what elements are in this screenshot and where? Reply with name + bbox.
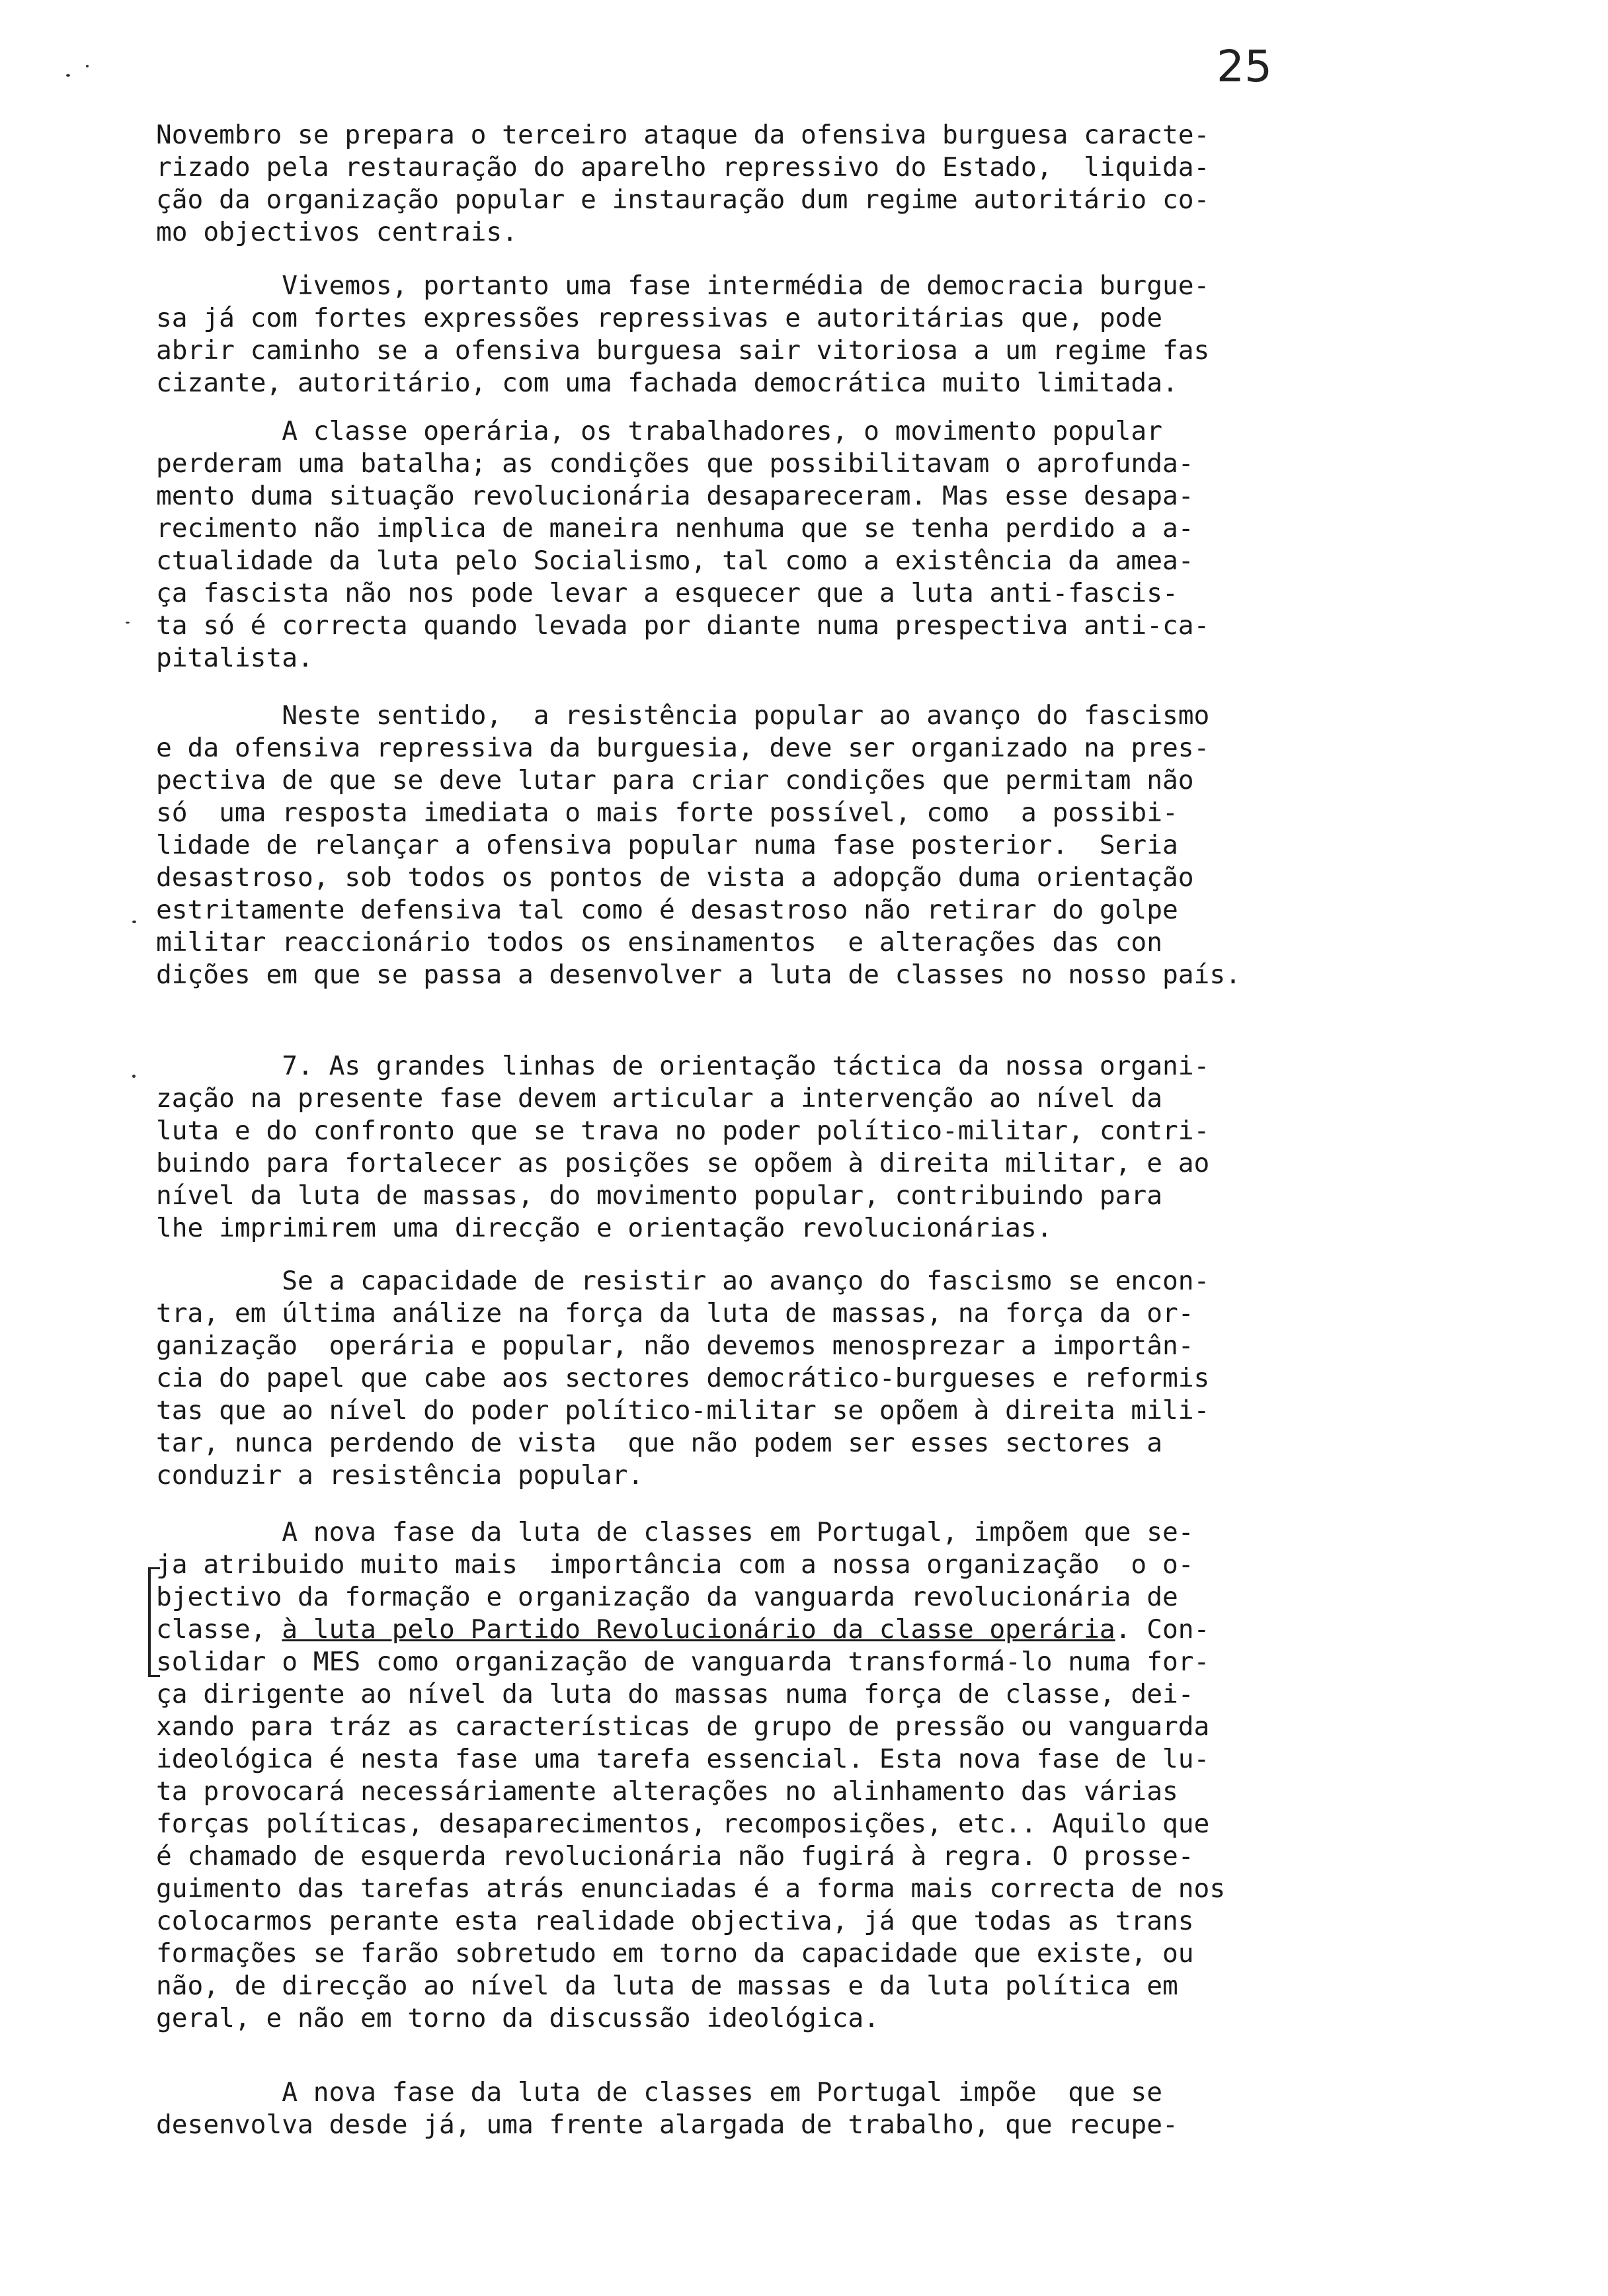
text-line: mo objectivos centrais. bbox=[156, 217, 518, 247]
text-line: sa já com fortes expressões repressivas e autoritárias que, pode bbox=[156, 303, 1162, 333]
text-line: solidar o MES como organização de vanguarda transformá-lo numa for- bbox=[156, 1647, 1210, 1677]
text-line: desastroso, sob todos os pontos de vista a adopção duma orientação bbox=[156, 862, 1194, 893]
text-line: bjectivo da formação e organização da vanguarda revolucionária de bbox=[156, 1582, 1178, 1612]
text-line: Vivemos, portanto uma fase intermédia de democracia burgue- bbox=[156, 270, 1210, 301]
text-line: não, de direcção ao nível da luta de massas e da luta política em bbox=[156, 1971, 1178, 2001]
text-line: tas que ao nível do poder político-militar se opõem à direita mili- bbox=[156, 1395, 1210, 1426]
text-line: e da ofensiva repressiva da burguesia, deve ser organizado na pres- bbox=[156, 733, 1210, 763]
paragraph bbox=[156, 119, 1538, 249]
text-line: zação na presente fase devem articular a intervenção ao nível da bbox=[156, 1083, 1162, 1114]
text-line: tar, nunca perdendo de vista que não podem ser esses sectores a bbox=[156, 1428, 1162, 1458]
text-line: colocarmos perante esta realidade objectiva, já que todas as trans bbox=[156, 1906, 1194, 1936]
scan-speck bbox=[126, 622, 130, 624]
text-line: ideológica é nesta fase uma tarefa essencial. Esta nova fase de lu- bbox=[156, 1744, 1210, 1774]
text-line: recimento não implica de maneira nenhuma que se tenha perdido a a- bbox=[156, 513, 1194, 544]
text-line: conduzir a resistência popular. bbox=[156, 1460, 644, 1491]
text-line: desenvolva desde já, uma frente alargada de trabalho, que recupe- bbox=[156, 2110, 1178, 2140]
text-line: ça fascista não nos pode levar a esquecer que a luta anti-fascis- bbox=[156, 578, 1178, 608]
text-line: guimento das tarefas atrás enunciadas é a forma mais correcta de nos bbox=[156, 1873, 1226, 1904]
text-line: A nova fase da luta de classes em Portugal, impõem que se- bbox=[156, 1517, 1194, 1547]
paragraph bbox=[156, 1265, 1538, 1492]
paragraph bbox=[156, 270, 1538, 399]
text-line: mento duma situação revolucionária desapareceram. Mas esse desapa- bbox=[156, 481, 1194, 511]
text-line: nível da luta de massas, do movimento popular, contribuindo para bbox=[156, 1180, 1162, 1211]
text-line: dições em que se passa a desenvolver a luta de classes no nosso país. bbox=[156, 960, 1241, 990]
scan-speck bbox=[132, 921, 136, 923]
paragraph bbox=[156, 415, 1538, 675]
text-line: A classe operária, os trabalhadores, o movimento popular bbox=[156, 416, 1162, 446]
text-line: pectiva de que se deve lutar para criar condições que permitam não bbox=[156, 765, 1194, 796]
text-line: 7. As grandes linhas de orientação táctica da nossa organi- bbox=[156, 1051, 1210, 1081]
text-line: formações se farão sobretudo em torno da capacidade que existe, ou bbox=[156, 1938, 1194, 1969]
text-line: militar reaccionário todos os ensinamentos e alterações das con bbox=[156, 927, 1162, 958]
text-line: geral, e não em torno da discussão ideológica. bbox=[156, 2003, 879, 2033]
paragraph bbox=[156, 2076, 1538, 2141]
scan-speck bbox=[66, 74, 70, 77]
text-line: Se a capacidade de resistir ao avanço do fascismo se encon- bbox=[156, 1266, 1210, 1296]
text-line: buindo para fortalecer as posições se opõem à direita militar, e ao bbox=[156, 1148, 1210, 1178]
text-line: ctualidade da luta pelo Socialismo, tal como a existência da amea- bbox=[156, 546, 1194, 576]
text-line: ta provocará necessáriamente alterações no alinhamento das várias bbox=[156, 1776, 1178, 1807]
text-line: ça dirigente ao nível da luta do massas numa força de classe, dei- bbox=[156, 1679, 1194, 1709]
text-line: perderam uma batalha; as condições que possibilitavam o aprofunda- bbox=[156, 448, 1194, 479]
underlined-phrase: à luta pelo Partido Revolucionário da classe operária bbox=[282, 1614, 1115, 1645]
text-line: lidade de relançar a ofensiva popular numa fase posterior. Seria bbox=[156, 830, 1178, 860]
text-line: Novembro se prepara o terceiro ataque da ofensiva burguesa caracte- bbox=[156, 120, 1210, 150]
text-line: lhe imprimirem uma direcção e orientação revolucionárias. bbox=[156, 1213, 1053, 1243]
text-line: luta e do confronto que se trava no poder político-militar, contri- bbox=[156, 1116, 1210, 1146]
text-line: classe, à luta pelo Partido Revolucionário da classe operária. Con- bbox=[156, 1614, 1210, 1645]
text-line: abrir caminho se a ofensiva burguesa sair vitoriosa a um regime fas bbox=[156, 335, 1210, 366]
text-line: ção da organização popular e instauração dum regime autoritário co- bbox=[156, 184, 1210, 215]
paragraph bbox=[156, 1516, 1538, 2035]
text-line: cia do papel que cabe aos sectores democrático-burgueses e reformis bbox=[156, 1363, 1210, 1393]
scan-speck bbox=[132, 1075, 136, 1078]
paragraph bbox=[156, 1050, 1538, 1245]
text-line: pitalista. bbox=[156, 643, 313, 673]
text-line: tra, em última análize na força da luta de massas, na força da or- bbox=[156, 1298, 1194, 1329]
page-number: 25 bbox=[1217, 41, 1272, 92]
text-line: A nova fase da luta de classes em Portugal impõe que se bbox=[156, 2077, 1162, 2108]
text-line: ta só é correcta quando levada por diante numa prespectiva anti-ca- bbox=[156, 610, 1210, 641]
text-line: Neste sentido, a resistência popular ao avanço do fascismo bbox=[156, 700, 1210, 731]
text-line: ja atribuido muito mais importância com a nossa organização o o- bbox=[156, 1549, 1194, 1580]
text-line: forças políticas, desaparecimentos, recomposições, etc.. Aquilo que bbox=[156, 1809, 1210, 1839]
text-line: xando para tráz as características de grupo de pressão ou vanguarda bbox=[156, 1711, 1210, 1742]
paragraph bbox=[156, 700, 1538, 991]
scan-speck bbox=[86, 65, 89, 67]
text-line: só uma resposta imediata o mais forte possível, como a possibi- bbox=[156, 798, 1178, 828]
text-line: rizado pela restauração do aparelho repressivo do Estado, liquida- bbox=[156, 152, 1210, 183]
text-line: cizante, autoritário, com uma fachada democrática muito limitada. bbox=[156, 368, 1178, 398]
text-line: é chamado de esquerda revolucionária não fugirá à regra. O prosse- bbox=[156, 1841, 1194, 1871]
text-line: estritamente defensiva tal como é desastroso não retirar do golpe bbox=[156, 895, 1178, 925]
text-line: ganização operária e popular, não devemos menosprezar a importân- bbox=[156, 1331, 1194, 1361]
